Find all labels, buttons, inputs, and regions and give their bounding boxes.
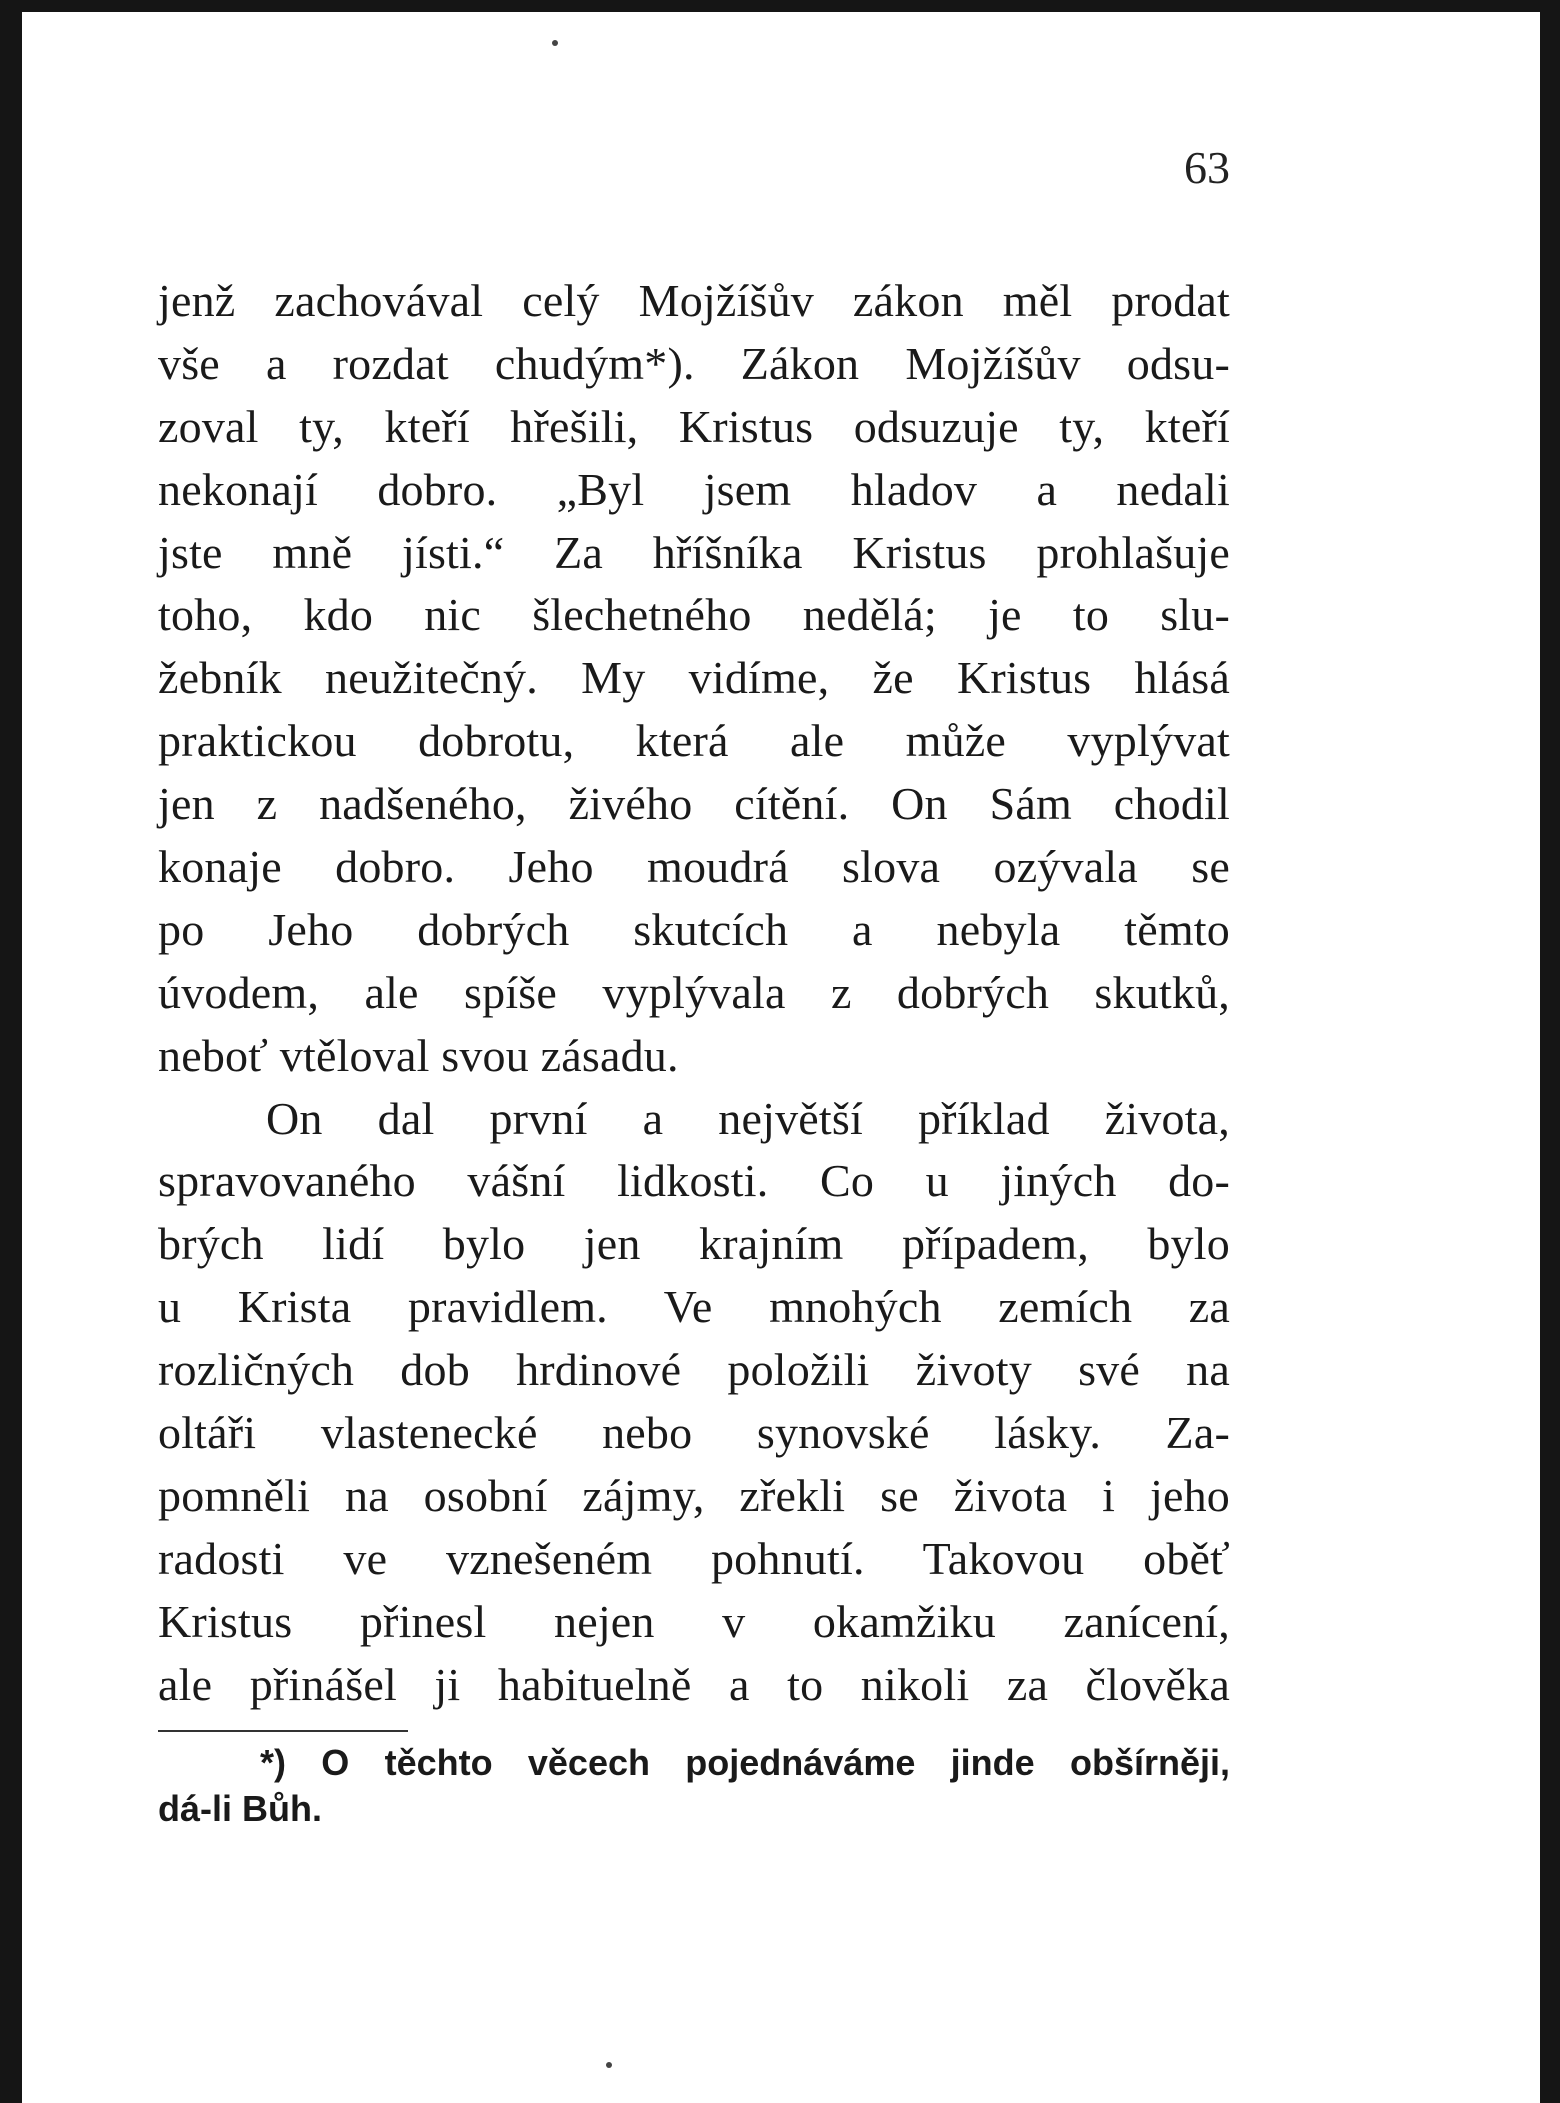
text-line: nekonají dobro. „Byl jsem hladov a nedali: [158, 463, 1230, 515]
text-line: praktickou dobrotu, která ale může vyplývat: [158, 715, 1230, 767]
scan-speck: [606, 2062, 612, 2068]
text-line: ale přinášel ji habituelně a to nikoli za člověka: [158, 1658, 1230, 1710]
footnote: [158, 1740, 1230, 1832]
text-line: konaje dobro. Jeho moudrá slova ozývala se: [158, 841, 1230, 893]
scan-border-left: [0, 0, 22, 2103]
text-line: zoval ty, kteří hřešili, Kristus odsuzuje ty, kteří: [158, 400, 1230, 452]
text-line: úvodem, ale spíše vyplývala z dobrých skutků,: [158, 966, 1230, 1018]
text-line: u Krista pravidlem. Ve mnohých zemích za: [158, 1281, 1230, 1333]
text-line-paragraph-start: On dal první a největší příklad života,: [266, 1092, 1230, 1144]
text-line: toho, kdo nic šlechetného nedělá; je to slu-: [158, 589, 1230, 641]
text-line: pomněli na osobní zájmy, zřekli se života i jeho: [158, 1469, 1230, 1521]
text-line: vše a rozdat chudým*). Zákon Mojžíšův odsu-: [158, 337, 1230, 389]
footnote-rule: [158, 1730, 408, 1732]
footnote-line: dá-li Bůh.: [158, 1788, 322, 1829]
text-line: oltáři vlastenecké nebo synovské lásky. Za-: [158, 1407, 1230, 1459]
text-line: radosti ve vznešeném pohnutí. Takovou oběť: [158, 1532, 1230, 1584]
scan-speck: [552, 40, 558, 46]
text-line: rozličných dob hrdinové položili životy své na: [158, 1344, 1230, 1396]
text-line: jen z nadšeného, živého cítění. On Sám chodil: [158, 778, 1230, 830]
text-line: po Jeho dobrých skutcích a nebyla těmto: [158, 903, 1230, 955]
scan-border-right: [1540, 0, 1560, 2103]
text-line: žebník neužitečný. My vidíme, že Kristus hlásá: [158, 652, 1230, 704]
text-line: spravovaného vášní lidkosti. Co u jiných do-: [158, 1155, 1230, 1207]
text-line: jenž zachovával celý Mojžíšův zákon měl prodat: [158, 275, 1230, 326]
text-line: jste mně jísti.“ Za hříšníka Kristus prohlašuje: [158, 526, 1230, 578]
text-line: Kristus přinesl nejen v okamžiku zanícení,: [158, 1595, 1230, 1647]
page-number: 63: [1184, 142, 1230, 193]
footnote-line: *) O těchto věcech pojednáváme jinde obšírněji,: [260, 1742, 1230, 1783]
scan-border-top: [0, 0, 1560, 12]
text-line: brých lidí bylo jen krajním případem, bylo: [158, 1218, 1230, 1270]
body-text: [158, 270, 1230, 1716]
text-line: neboť vtěloval svou zásadu.: [158, 1029, 679, 1081]
